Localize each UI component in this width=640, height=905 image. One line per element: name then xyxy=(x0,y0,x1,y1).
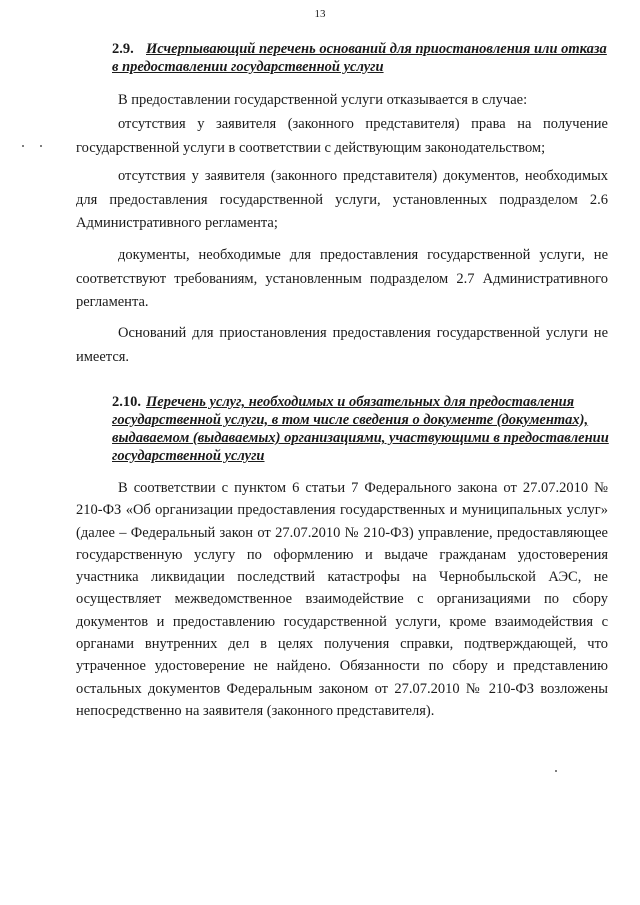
page-number: 13 xyxy=(314,8,326,20)
section-2-10-title: Перечень услуг, необходимых и обязательных для предоставления государственной услуги, в том числе сведения о документе (документах), выдаваемом (выдаваемых) организациями, участвующими в предоставлении государственной услуги xyxy=(112,394,609,464)
paragraph-no-suspension-grounds: Оснований для приостановления предоставления государственной услуги не имеется. xyxy=(76,325,608,365)
scan-speck xyxy=(555,770,557,772)
section-2-9-title: Исчерпывающий перечень оснований для приостановления или отказа в предоставлении государственной услуги xyxy=(112,41,607,75)
paragraph-refusal-no-documents: отсутствия у заявителя (законного представителя) документов, необходимых для предоставления государственной услуги, установленных подразделом 2.6 Административного регламента; xyxy=(76,168,608,231)
section-2-9-heading xyxy=(112,40,612,76)
section-2-10-number: 2.10. xyxy=(112,394,141,410)
paragraph-refusal-no-right: отсутствия у заявителя (законного представителя) права на получение государственной услуги в соответствии с действующим законодательством; xyxy=(76,116,608,156)
section-2-10-heading xyxy=(112,393,612,465)
scan-speck xyxy=(40,145,42,147)
paragraph-refusal-noncompliant-documents: документы, необходимые для предоставления государственной услуги, не соответствуют требованиям, установленным подразделом 2.7 Административного регламента. xyxy=(76,247,608,310)
section-2-9-number: 2.9. xyxy=(112,41,134,57)
paragraph-refusal-intro: В предоставлении государственной услуги отказывается в случае: xyxy=(118,92,528,108)
paragraph-interagency-interaction: В соответствии с пунктом 6 статьи 7 Федерального закона от 27.07.2010 № 210-ФЗ «Об организации предоставления государственных и муниципальных услуг» (далее – Федеральный закон от 27.07.2010 № 210-ФЗ) управление, предоставляющее государственную услугу по оформлению и выдаче гражданам удостоверения участника ликвидации последствий катастрофы на Чернобыльской АЭС, не осуществляет межведомственное взаимодействие с организациями по сбору документов и предоставлению государственной услуги, кроме взаимодействия с органами внутренних дел в целях получения справки, подтверждающей, что утраченное удостоверение не найдено. Обязанности по сбору и представлению остальных документов Федеральным законом от 27.07.2010 № 210-ФЗ возложены непосредственно на заявителя (законного представителя). xyxy=(76,480,608,719)
scan-speck xyxy=(22,145,24,147)
